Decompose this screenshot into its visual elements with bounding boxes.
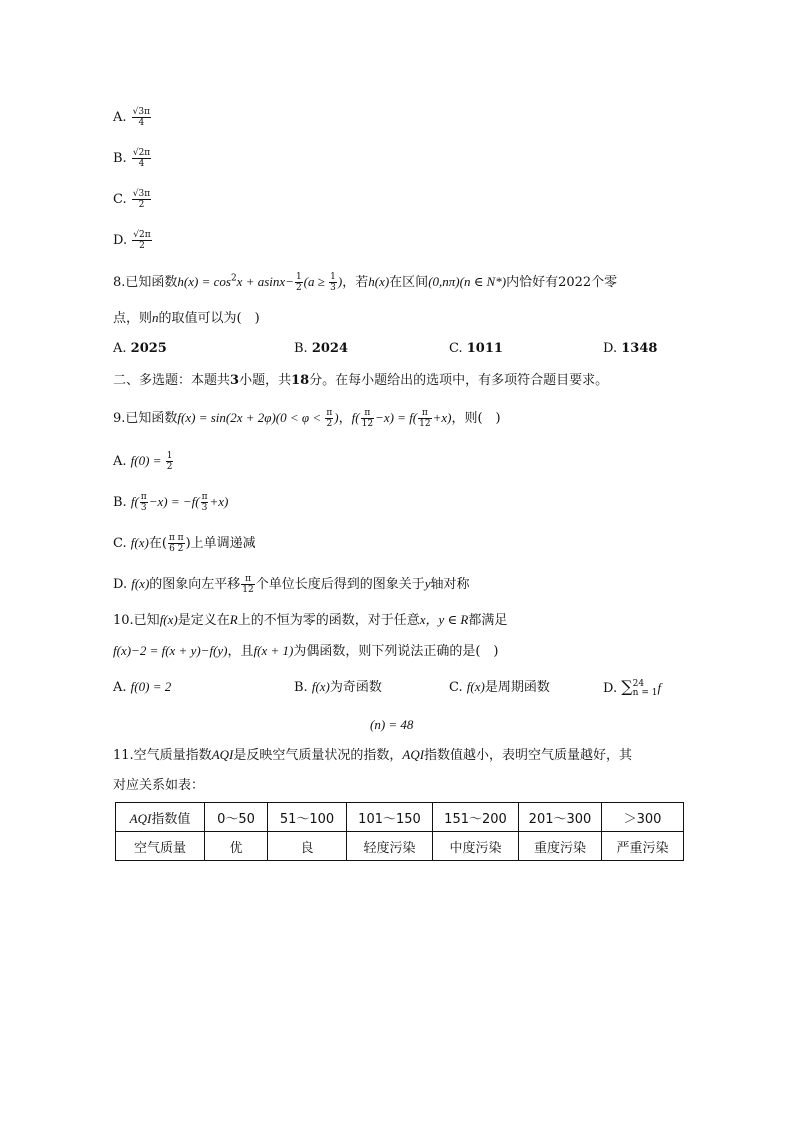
table-header-cell: 空气质量 — [116, 832, 205, 861]
section-heading-multiple-choice: 二、多选题：本题共3小题，共18分。在每小题给出的选项中，有多项符合题目要求。 — [113, 373, 609, 388]
fraction: $\frac{\pi}{3}$ — [140, 492, 147, 513]
fraction: $\frac{\pi}{2}$ — [326, 408, 333, 429]
table-row — [116, 803, 684, 832]
table-cell: ＞300 — [602, 803, 684, 832]
q9-option-d: D. f(x)的图象向左平移 $\frac{\pi}{12}$ 个单位长度后得到的图象关于y轴对称 — [113, 574, 470, 595]
q7-option-d: D. $\frac{√2\pi}{2}$ — [113, 230, 151, 251]
fraction: $\frac{√3\pi}{4}$ — [132, 107, 151, 128]
q10-stem-line1: 10.已知f(x)是定义在R上的不恒为零的函数，对于任意x，y ∈ R都满足 — [113, 612, 508, 628]
q9-option-b: B. f( $\frac{\pi}{3}$ −x) = −f( $\frac{\pi}{3}$ +x) — [113, 492, 229, 513]
table-cell: 51～100 — [268, 803, 347, 832]
q11-stem-line1: 11.空气质量指数AQI是反映空气质量状况的指数，AQI指数值越小，表明空气质量越好，其 — [113, 747, 633, 763]
table-cell: 中度污染 — [433, 832, 519, 861]
q10-option-d: D. ∑ 24 n = 1 f — [603, 677, 662, 698]
q10-option-a: A. f(0) = 2 — [113, 679, 172, 695]
q7-option-b: B. $\frac{√2\pi}{4}$ — [113, 148, 151, 169]
fraction: $\frac{\pi}{12}$ — [242, 574, 254, 595]
fraction: $\frac{1}{2}$ — [166, 451, 173, 472]
fraction: $\frac{\pi}{12}$ — [361, 408, 374, 429]
table-cell: 优 — [205, 832, 268, 861]
q10-option-d-continued: (n) = 48 — [370, 717, 414, 732]
table-row — [116, 832, 684, 861]
q9-option-a: A. f(0) = $\frac{1}{2}$ — [113, 451, 173, 472]
fraction: $\frac{1}{2}$ — [295, 272, 302, 293]
q8-option-a: A. 2025 — [113, 341, 167, 356]
fraction: $\frac{\pi}{12}$ — [419, 408, 431, 429]
q7-option-a: A. $\frac{√3\pi}{4}$ — [113, 107, 151, 128]
table-cell: 严重污染 — [602, 832, 684, 861]
q11-stem-line2: 对应关系如表： — [113, 778, 205, 793]
aqi-table — [115, 802, 684, 861]
fraction: $\frac{\pi}{3}$ — [201, 492, 208, 513]
q8-stem-line2: 点，则n的取值可以为( ) — [113, 310, 260, 326]
fraction: $\frac{√3\pi}{2}$ — [132, 189, 151, 210]
q8-stem-line1: 8.已知函数$h(x) = \cos^2x + asinx-$ $\frac{1}{2}$ (a ≥ $\frac{1}{3}$ )，若h(x)在区间(0,nπ)(n ∈ N*)内恰好有2022个零 — [113, 272, 618, 293]
fraction: $\frac{√2\pi}{2}$ — [133, 230, 151, 251]
q8-option-c: C. 1011 — [449, 341, 503, 356]
q7-option-c: C. $\frac{√3\pi}{2}$ — [113, 189, 151, 210]
q9-option-c: C. f(x)在( $\frac{\text{π π}}{6 2}$ )上单调递减 — [113, 533, 256, 554]
fraction: $\frac{\text{π π}}{6 2}$ — [168, 533, 184, 554]
fraction: $\frac{1}{3}$ — [330, 272, 336, 293]
table-cell: 良 — [268, 832, 347, 861]
fraction: $\frac{√2\pi}{4}$ — [132, 148, 151, 169]
table-cell: 201～300 — [519, 803, 602, 832]
q10-option-c: C. f(x)是周期函数 — [449, 679, 550, 695]
table-header-cell: AQI指数值 — [116, 803, 205, 832]
q10-option-b: B. f(x)为奇函数 — [294, 679, 382, 695]
table-cell: 101～150 — [347, 803, 433, 832]
table-cell: 重度污染 — [519, 832, 602, 861]
q8-option-d: D. 1348 — [603, 341, 658, 356]
q10-stem-line2: f(x)−2 = f(x + y)−f(y)，且f(x + 1)为偶函数，则下列说法正确的是( ) — [113, 643, 499, 659]
table-cell: 0～50 — [205, 803, 268, 832]
table-cell: 轻度污染 — [347, 832, 433, 861]
table-cell: 151～200 — [433, 803, 519, 832]
q9-stem: 9.已知函数f(x) = sin(2x + 2φ)(0 < φ < $\frac{\pi}{2}$ )，f( $\frac{\pi}{12}$ −x) = f( $\frac{\pi}{12}$ +x)，则( ) — [113, 408, 501, 429]
q8-option-b: B. 2024 — [294, 341, 349, 356]
